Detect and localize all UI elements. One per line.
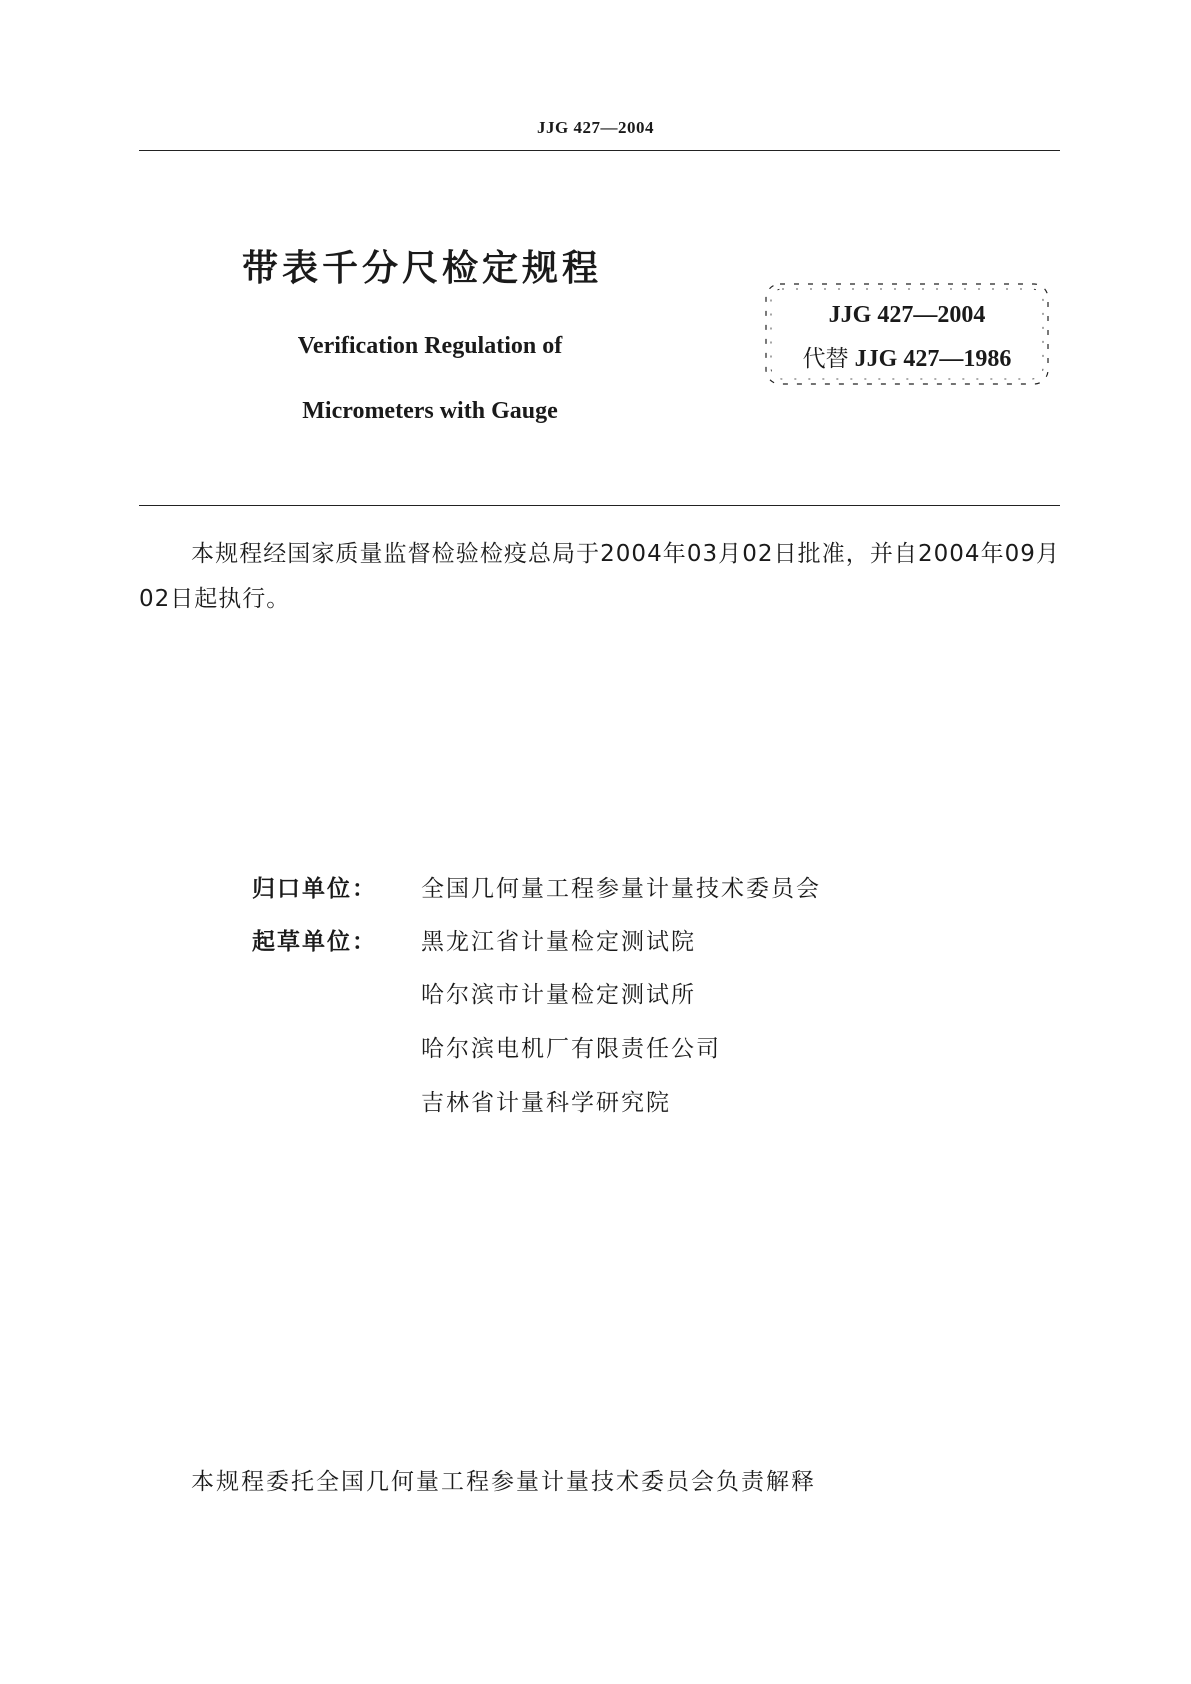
replaces-label: 代替 [802, 346, 849, 372]
responsible-unit: 全国几何量工程参量计量技术委员会 [421, 876, 821, 902]
approval-paragraph: 本规程经国家质量监督检验检疫总局于2004年03月02日批准，并自2004年09月02日起执行。 [139, 541, 1060, 612]
standard-code-box [762, 280, 1052, 388]
title-chinese: 带表千分尺检定规程 [242, 248, 603, 289]
section-rule [139, 505, 1060, 506]
drafting-unit-label: 起草单位： [252, 929, 377, 955]
interpretation-note: 本规程委托全国几何量工程参量计量技术委员会负责解释 [191, 1469, 816, 1495]
replaces-line [762, 340, 1052, 373]
drafting-unit: 黑龙江省计量检定测试院 [421, 929, 696, 955]
header-rule [139, 150, 1060, 151]
drafting-unit: 哈尔滨市计量检定测试所 [421, 982, 696, 1008]
running-header: JJG 427—2004 [537, 118, 654, 137]
standard-code: JJG 427—2004 [828, 302, 986, 328]
responsible-unit-label: 归口单位： [252, 876, 377, 902]
replaces-code: JJG 427—1986 [854, 346, 1012, 372]
title-english-line-1: Verification Regulation of [297, 333, 563, 359]
drafting-unit: 哈尔滨电机厂有限责任公司 [421, 1036, 721, 1062]
title-english-line-2: Micrometers with Gauge [302, 398, 558, 424]
drafting-unit: 吉林省计量科学研究院 [421, 1090, 671, 1116]
